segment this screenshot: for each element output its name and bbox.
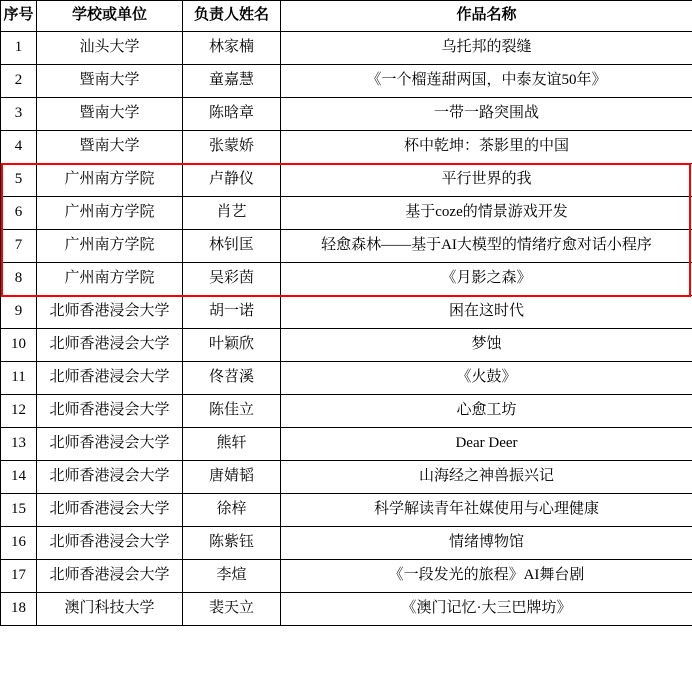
table-row [1, 32, 692, 65]
cell-work: Dear Deer [281, 428, 692, 461]
cell-leader: 熊轩 [183, 428, 281, 461]
cell-work: 一带一路突围战 [281, 98, 692, 131]
table-header [1, 1, 692, 32]
cell-leader: 佟苕溪 [183, 362, 281, 395]
column-header-work: 作品名称 [281, 1, 692, 32]
cell-leader: 徐梓 [183, 494, 281, 527]
cell-leader: 林家楠 [183, 32, 281, 65]
table-row [1, 362, 692, 395]
cell-leader: 李煊 [183, 560, 281, 593]
cell-work: 《澳门记忆·大三巴牌坊》 [281, 593, 692, 626]
cell-work: 困在这时代 [281, 296, 692, 329]
cell-leader: 叶颖欣 [183, 329, 281, 362]
cell-school: 暨南大学 [37, 131, 183, 164]
cell-school: 北师香港浸会大学 [37, 362, 183, 395]
cell-school: 北师香港浸会大学 [37, 329, 183, 362]
cell-index: 10 [1, 329, 37, 362]
cell-index: 8 [1, 263, 37, 296]
cell-work: 乌托邦的裂缝 [281, 32, 692, 65]
cell-work: 平行世界的我 [281, 164, 692, 197]
cell-school: 澳门科技大学 [37, 593, 183, 626]
cell-index: 2 [1, 65, 37, 98]
cell-work: 心愈工坊 [281, 395, 692, 428]
table-row [1, 593, 692, 626]
cell-index: 11 [1, 362, 37, 395]
cell-leader: 唐婧韬 [183, 461, 281, 494]
table-row [1, 428, 692, 461]
cell-leader: 裴天立 [183, 593, 281, 626]
cell-school: 汕头大学 [37, 32, 183, 65]
cell-work: 杯中乾坤：茶影里的中国 [281, 131, 692, 164]
cell-work: 情绪博物馆 [281, 527, 692, 560]
table-header-row [1, 1, 692, 32]
cell-school: 北师香港浸会大学 [37, 296, 183, 329]
cell-index: 14 [1, 461, 37, 494]
table-row [1, 197, 692, 230]
cell-school: 广州南方学院 [37, 263, 183, 296]
table-row [1, 296, 692, 329]
cell-leader: 张蒙娇 [183, 131, 281, 164]
table-row [1, 263, 692, 296]
cell-leader: 肖艺 [183, 197, 281, 230]
cell-work: 基于coze的情景游戏开发 [281, 197, 692, 230]
table-row [1, 395, 692, 428]
table-row [1, 65, 692, 98]
cell-index: 7 [1, 230, 37, 263]
cell-work: 科学解读青年社媒使用与心理健康 [281, 494, 692, 527]
cell-school: 北师香港浸会大学 [37, 428, 183, 461]
table-row [1, 560, 692, 593]
table-body [1, 32, 692, 626]
cell-work: 《一个榴莲甜两国，中泰友谊50年》 [281, 65, 692, 98]
cell-work: 梦蚀 [281, 329, 692, 362]
cell-index: 5 [1, 164, 37, 197]
cell-school: 暨南大学 [37, 65, 183, 98]
cell-index: 15 [1, 494, 37, 527]
cell-index: 12 [1, 395, 37, 428]
cell-school: 北师香港浸会大学 [37, 527, 183, 560]
cell-index: 3 [1, 98, 37, 131]
table-row [1, 230, 692, 263]
cell-school: 北师香港浸会大学 [37, 560, 183, 593]
cell-school: 广州南方学院 [37, 230, 183, 263]
cell-index: 4 [1, 131, 37, 164]
table-row [1, 461, 692, 494]
cell-school: 广州南方学院 [37, 197, 183, 230]
cell-leader: 林钊匡 [183, 230, 281, 263]
cell-index: 18 [1, 593, 37, 626]
cell-index: 16 [1, 527, 37, 560]
cell-index: 6 [1, 197, 37, 230]
cell-school: 北师香港浸会大学 [37, 395, 183, 428]
cell-leader: 陈佳立 [183, 395, 281, 428]
cell-school: 广州南方学院 [37, 164, 183, 197]
cell-leader: 卢静仪 [183, 164, 281, 197]
table-row [1, 98, 692, 131]
table-row [1, 494, 692, 527]
cell-work: 山海经之神兽振兴记 [281, 461, 692, 494]
cell-work: 《火鼓》 [281, 362, 692, 395]
cell-work: 轻愈森林——基于AI大模型的情绪疗愈对话小程序 [281, 230, 692, 263]
cell-work: 《月影之森》 [281, 263, 692, 296]
cell-school: 北师香港浸会大学 [37, 461, 183, 494]
cell-school: 北师香港浸会大学 [37, 494, 183, 527]
column-header-leader: 负责人姓名 [183, 1, 281, 32]
cell-index: 1 [1, 32, 37, 65]
cell-index: 17 [1, 560, 37, 593]
cell-work: 《一段发光的旅程》AI舞台剧 [281, 560, 692, 593]
column-header-school: 学校或单位 [37, 1, 183, 32]
cell-leader: 陈晗章 [183, 98, 281, 131]
table-row [1, 131, 692, 164]
cell-leader: 童嘉慧 [183, 65, 281, 98]
column-header-index: 序号 [1, 1, 37, 32]
cell-leader: 吴彩茵 [183, 263, 281, 296]
cell-index: 9 [1, 296, 37, 329]
cell-school: 暨南大学 [37, 98, 183, 131]
table-row [1, 164, 692, 197]
cell-leader: 陈紫钰 [183, 527, 281, 560]
cell-leader: 胡一诺 [183, 296, 281, 329]
table-row [1, 527, 692, 560]
cell-index: 13 [1, 428, 37, 461]
table-row [1, 329, 692, 362]
